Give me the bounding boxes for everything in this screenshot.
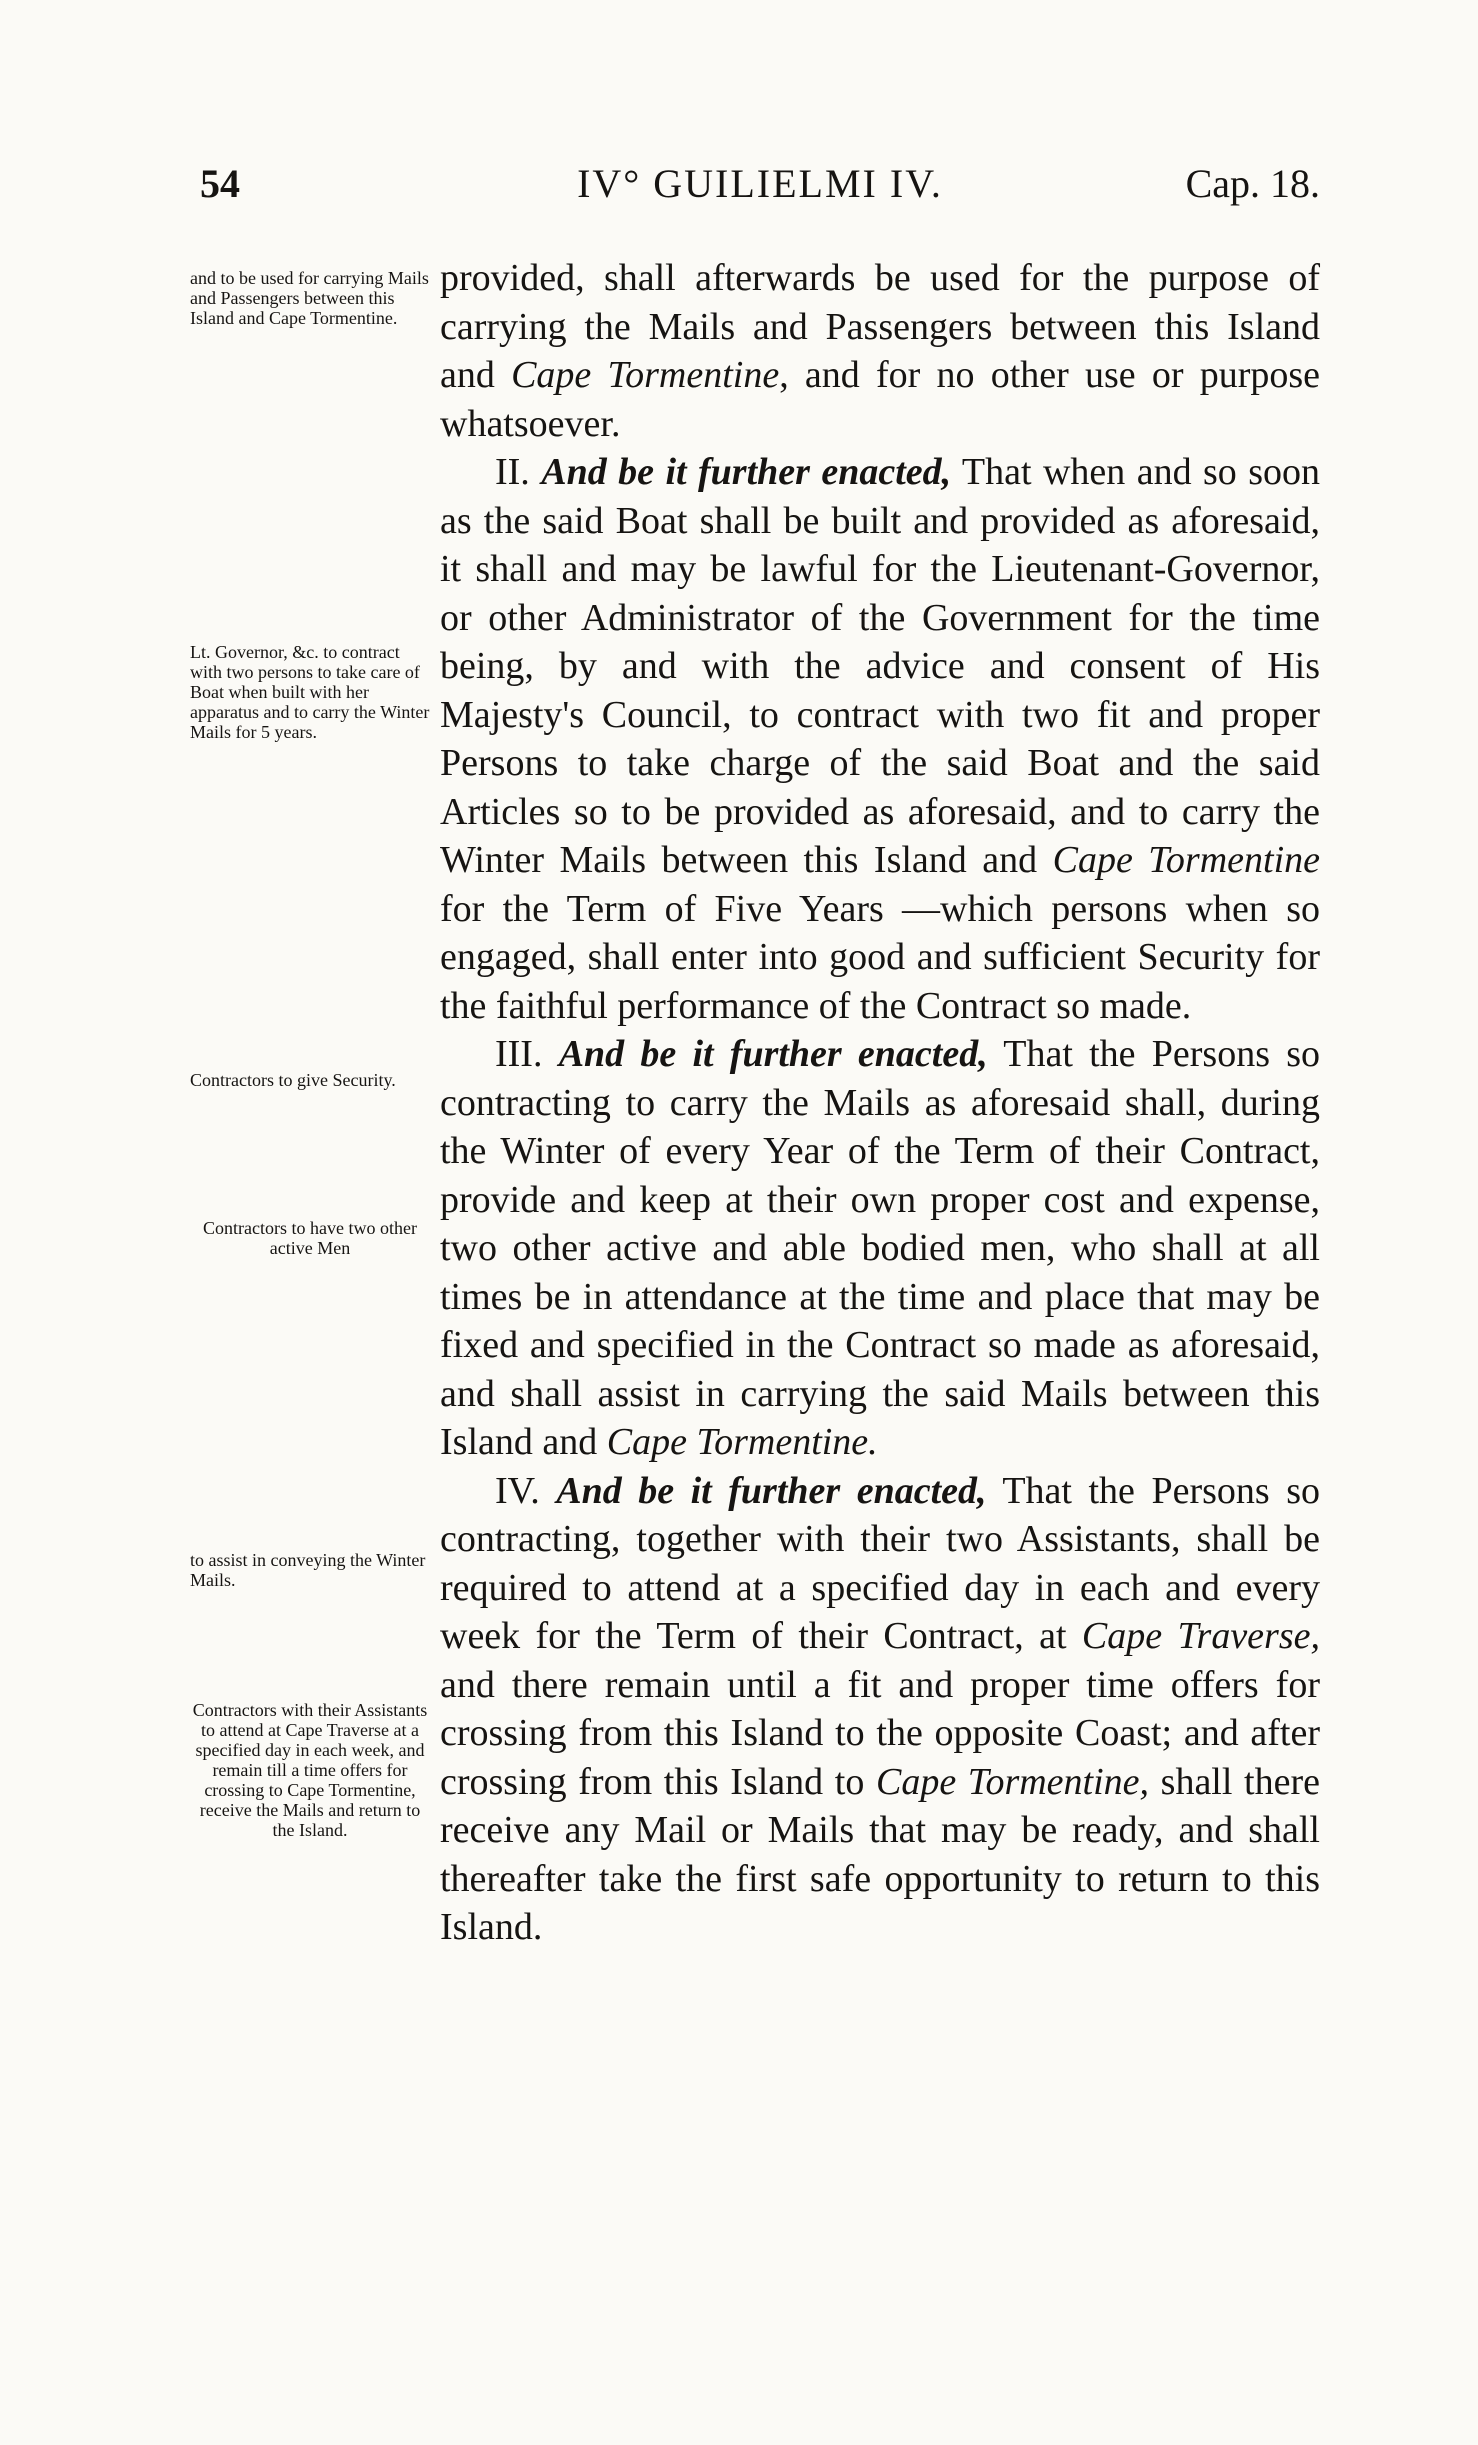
margin-note: Contractors with their Assistants to attend at Cape Traverse at a specified day in each week, and remain till a time offers for crossing to Cape Tormentine, receive the Mails and return to the Island. bbox=[192, 1700, 428, 1840]
place-name: Cape Traverse, bbox=[1081, 1615, 1320, 1657]
chapter-number: Cap. 18. bbox=[1185, 161, 1320, 206]
margin-note: and to be used for carrying Mails and Passengers between this Island and Cape Tormentine. bbox=[190, 268, 429, 328]
section-number: IV. bbox=[495, 1469, 540, 1512]
running-title: IV° GUILIELMI IV. bbox=[577, 161, 943, 206]
body-text bbox=[440, 254, 1320, 1952]
paragraph-4: IV. And be it further enacted, That the Persons so contracting, together with their two Assistants, shall be required to attend at a specified day in each and every week for the Term of their Contract, at Cape Traverse, and there remain until a fit and proper time offers for crossing from this Island to the opposite Coast; and after crossing from this Island to Cape Tormentine, shall there receive any Mail or Mails that may be ready, and shall thereafter take the first safe opportunity to return to this Island. bbox=[440, 1469, 1320, 1948]
page-number: 54 bbox=[200, 161, 240, 206]
page-header bbox=[200, 160, 1320, 220]
enacting-clause: And be it further enacted, bbox=[541, 451, 952, 493]
enacting-clause: And be it further enacted, bbox=[558, 1033, 988, 1075]
margin-note: Contractors to give Security. bbox=[190, 1070, 396, 1090]
enacting-clause: And be it further enacted, bbox=[556, 1469, 987, 1512]
margin-note: to assist in conveying the Winter Mails. bbox=[190, 1550, 426, 1590]
section-number: III. bbox=[495, 1033, 543, 1075]
section-number: II. bbox=[495, 451, 530, 493]
paragraph-2: II. And be it further enacted, That when and so soon as the said Boat shall be built and provided as aforesaid, it shall and may be lawful for the Lieutenant-Governor, or other Administrator of the Government for the time being, by and with the advice and consent of His Majesty's Council, to contract with two fit and proper Persons to take charge of the said Boat and the said Articles so to be provided as aforesaid, and to carry the Winter Mails between this Island and Cape Tormentine for the Term of Five Years —which persons when so engaged, shall enter into good and sufficient Security for the faithful performance of the Contract so made. bbox=[440, 451, 1321, 1027]
place-name: Cape Tormentine bbox=[1052, 839, 1320, 881]
place-name: Cape Tormentine, bbox=[875, 1760, 1150, 1803]
margin-note: Contractors to have two other active Men bbox=[203, 1218, 417, 1258]
place-name: Cape Tormentine. bbox=[606, 1421, 878, 1463]
paragraph-1: provided, shall afterwards be used for the purpose of carrying the Mails and Passengers between this Island and Cape Tormentine, and for no other use or purpose whatsoever. bbox=[440, 257, 1320, 445]
place-name: Cape Tormentine bbox=[511, 354, 780, 396]
paragraph-3: III. And be it further enacted, That the Persons so contracting to carry the Mails as aforesaid shall, during the Winter of every Year of the Term of their Contract, provide and keep at their own proper cost and expense, two other active and able bodied men, who shall at all times be in attendance at the time and place that may be fixed and specified in the Contract so made as aforesaid, and shall assist in carrying the said Mails between this Island and Cape Tormentine. bbox=[440, 1033, 1320, 1463]
margin-note: Lt. Governor, &c. to contract with two persons to take care of Boat when built with her apparatus and to carry the Winter Mails for 5 years. bbox=[190, 642, 430, 742]
